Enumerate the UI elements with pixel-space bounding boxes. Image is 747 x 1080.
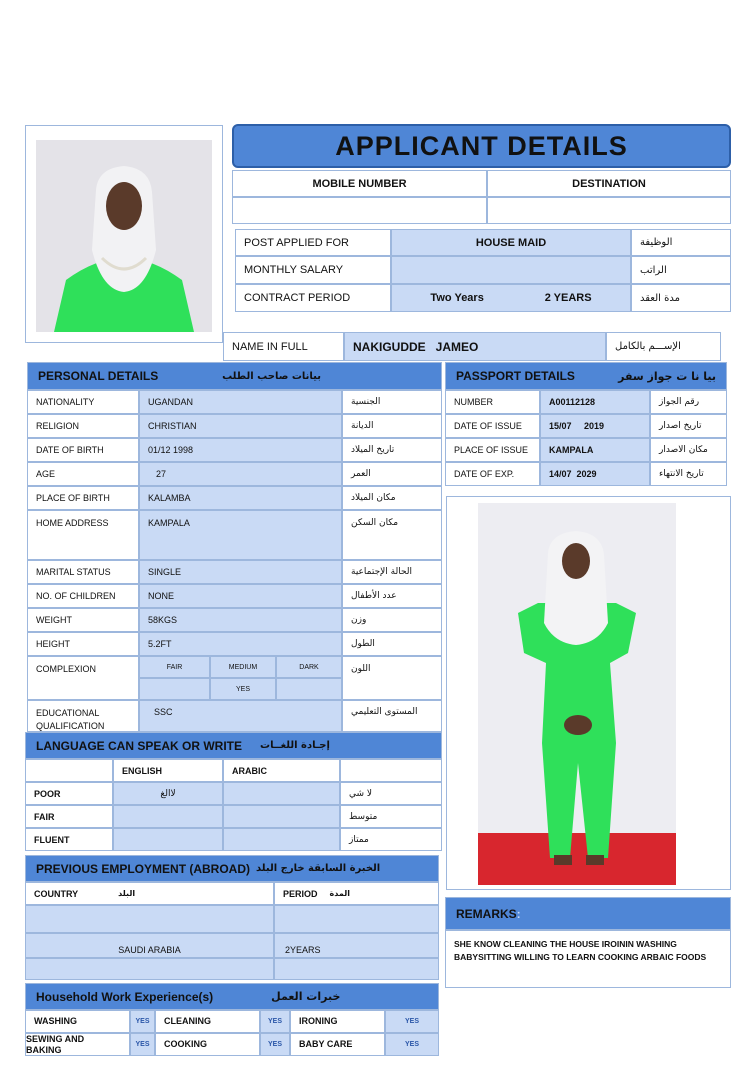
passport-details-title-arabic: بيا نا ت جواز سفر: [618, 369, 716, 383]
language-row-arabic-label: ممتاز: [340, 828, 442, 851]
portrait-photo: [36, 140, 212, 332]
page-title: APPLICANT DETAILS: [335, 130, 628, 161]
language-title-arabic: إجـادة اللغــات: [260, 740, 330, 751]
complexion-dark: DARK: [276, 656, 342, 678]
household-item-label: WASHING: [25, 1010, 130, 1033]
complexion-fair: FAIR: [139, 656, 210, 678]
employment-row-blank-4: [274, 958, 439, 980]
personal-row-value: 01/12 1998: [139, 438, 342, 462]
complexion-medium: MEDIUM: [210, 656, 276, 678]
household-item-value: YES: [130, 1033, 155, 1056]
household-header: [25, 983, 439, 1010]
complexion-label: COMPLEXION: [27, 656, 139, 700]
language-col-blank: [340, 759, 442, 782]
complexion-arabic: اللون: [342, 656, 442, 700]
contract-period-value: [391, 284, 631, 312]
passport-row-arabic: تاريخ الانتهاء: [650, 462, 727, 486]
personal-row-arabic: عدد الأطفال: [342, 584, 442, 608]
passport-details-header: [445, 362, 727, 390]
passport-row-label: NUMBER: [445, 390, 540, 414]
passport-row-label: DATE OF ISSUE: [445, 414, 540, 438]
personal-row-label: DATE OF BIRTH: [27, 438, 139, 462]
personal-row-value: NONE: [139, 584, 342, 608]
personal-row-label: PLACE OF BIRTH: [27, 486, 139, 510]
remarks-box: [445, 930, 731, 988]
personal-details-title: PERSONAL DETAILS: [38, 369, 159, 383]
employment-country-value: SAUDI ARABIA: [25, 933, 274, 958]
passport-row-value: 15/07 2019: [540, 414, 650, 438]
household-title-arabic: خبرات العمل: [271, 990, 341, 1003]
household-item-value: YES: [385, 1033, 439, 1056]
employment-period-label: [274, 882, 439, 905]
remarks-header: [445, 897, 731, 930]
passport-row-arabic: تاريخ اصدار: [650, 414, 727, 438]
remarks-text: SHE KNOW CLEANING THE HOUSE IROININ WASHING BABYSITTING WILLING TO LEARN COOKING ARBAIC FOODS: [454, 939, 707, 962]
employment-period-value: 2YEARS: [274, 933, 439, 958]
household-item-value: YES: [260, 1033, 290, 1056]
personal-row-arabic: مكان السكن: [342, 510, 442, 560]
household-item-label: CLEANING: [155, 1010, 260, 1033]
employment-row-blank-2: [274, 905, 439, 933]
page-title-banner: [232, 124, 731, 168]
household-item-label: BABY CARE: [290, 1033, 385, 1056]
monthly-salary-value: [391, 256, 631, 284]
language-col-english: ENGLISH: [113, 759, 223, 782]
household-item-value: YES: [130, 1010, 155, 1033]
passport-details-title: PASSPORT DETAILS: [456, 369, 575, 383]
household-item-label: SEWING AND BAKING: [25, 1033, 130, 1056]
complexion-selected: YES: [210, 678, 276, 700]
remarks-colon: :: [516, 906, 521, 921]
employment-title: PREVIOUS EMPLOYMENT (ABROAD): [36, 861, 251, 876]
full-body-photo-frame: [446, 496, 731, 890]
passport-row-arabic: مكان الاصدار: [650, 438, 727, 462]
full-body-photo: [478, 503, 676, 885]
mobile-number-value: [232, 197, 487, 224]
employment-period-arabic: المدة: [329, 889, 350, 898]
personal-row-value: CHRISTIAN: [139, 414, 342, 438]
passport-row-value: A00112128: [540, 390, 650, 414]
language-row-arabic-level: [223, 805, 340, 828]
education-value: SSC: [139, 700, 342, 732]
personal-row-arabic: العمر: [342, 462, 442, 486]
employment-row-blank-3: [25, 958, 274, 980]
personal-row-value: UGANDAN: [139, 390, 342, 414]
passport-row-label: DATE OF EXP.: [445, 462, 540, 486]
personal-row-label: HOME ADDRESS: [27, 510, 139, 560]
personal-row-label: MARITAL STATUS: [27, 560, 139, 584]
personal-row-label: NO. OF CHILDREN: [27, 584, 139, 608]
passport-row-arabic: رقم الجواز: [650, 390, 727, 414]
passport-row-value: 14/07 2029: [540, 462, 650, 486]
destination-value: [487, 197, 731, 224]
household-title: Household Work Experience(s): [36, 989, 214, 1004]
contract-period-text: Two Years: [430, 292, 484, 304]
household-item-label: COOKING: [155, 1033, 260, 1056]
full-name-arabic: الإســـم بالكامل: [606, 332, 721, 361]
language-row-english: لاالغ: [113, 782, 223, 805]
personal-row-value: KALAMBA: [139, 486, 342, 510]
personal-row-value: SINGLE: [139, 560, 342, 584]
language-row-english: [113, 805, 223, 828]
personal-row-label: WEIGHT: [27, 608, 139, 632]
personal-row-arabic: وزن: [342, 608, 442, 632]
personal-row-label: RELIGION: [27, 414, 139, 438]
language-row-label: FAIR: [25, 805, 113, 828]
language-row-label: FLUENT: [25, 828, 113, 851]
remarks-title: REMARKS: [456, 906, 517, 921]
complexion-blank: [139, 678, 210, 700]
contract-period-arabic: مدة العقد: [631, 284, 731, 312]
passport-row-label: PLACE OF ISSUE: [445, 438, 540, 462]
personal-details-header: [27, 362, 442, 390]
language-title: LANGUAGE CAN SPEAK OR WRITE: [36, 738, 243, 753]
personal-row-label: NATIONALITY: [27, 390, 139, 414]
employment-country-title: COUNTRY: [34, 888, 79, 899]
language-row-label: POOR: [25, 782, 113, 805]
personal-row-arabic: الحالة الإجتماعية: [342, 560, 442, 584]
destination-label: DESTINATION: [487, 170, 731, 197]
full-name-label: NAME IN FULL: [223, 332, 344, 361]
personal-row-value: 27: [139, 462, 342, 486]
monthly-salary-label: MONTHLY SALARY: [235, 256, 391, 284]
language-row-arabic-level: [223, 828, 340, 851]
personal-row-arabic: مكان الميلاد: [342, 486, 442, 510]
language-header: [25, 732, 442, 759]
personal-row-label: HEIGHT: [27, 632, 139, 656]
contract-period-label: CONTRACT PERIOD: [235, 284, 391, 312]
passport-row-value: KAMPALA: [540, 438, 650, 462]
post-applied-value: HOUSE MAID: [391, 229, 631, 256]
language-corner: [25, 759, 113, 782]
personal-row-arabic: الطول: [342, 632, 442, 656]
post-applied-label: POST APPLIED FOR: [235, 229, 391, 256]
monthly-salary-arabic: الراتب: [631, 256, 731, 284]
language-row-arabic-level: [223, 782, 340, 805]
personal-row-value: 5.2FT: [139, 632, 342, 656]
full-name-value: NAKIGUDDE JAMEO: [344, 332, 606, 361]
education-label: EDUCATIONAL QUALIFICATION: [27, 700, 139, 732]
complexion-blank-2: [276, 678, 342, 700]
employment-header: [25, 855, 439, 882]
contract-period-years: 2 YEARS: [544, 292, 592, 304]
employment-country-label: [25, 882, 274, 905]
personal-details-title-arabic: بيانات صاحب الطلب: [222, 370, 321, 382]
mobile-number-label: MOBILE NUMBER: [232, 170, 487, 197]
employment-period-title: PERIOD: [283, 888, 318, 899]
language-col-arabic: ARABIC: [223, 759, 340, 782]
employment-country-arabic: البلد: [118, 889, 136, 898]
personal-row-value: 58KGS: [139, 608, 342, 632]
language-row-arabic-label: لا شي: [340, 782, 442, 805]
portrait-photo-frame: [25, 125, 223, 343]
household-item-value: YES: [385, 1010, 439, 1033]
education-arabic: المستوى التعليمي: [342, 700, 442, 732]
personal-row-arabic: تاريخ الميلاد: [342, 438, 442, 462]
employment-title-arabic: الخبرة السابقة خارج البلد: [256, 863, 381, 874]
language-row-english: [113, 828, 223, 851]
post-applied-arabic: الوظيفة: [631, 229, 731, 256]
personal-row-arabic: الجنسية: [342, 390, 442, 414]
personal-row-label: AGE: [27, 462, 139, 486]
language-row-arabic-label: متوسط: [340, 805, 442, 828]
employment-row-blank: [25, 905, 274, 933]
household-item-label: IRONING: [290, 1010, 385, 1033]
personal-row-value: KAMPALA: [139, 510, 342, 560]
personal-row-arabic: الديانة: [342, 414, 442, 438]
household-item-value: YES: [260, 1010, 290, 1033]
